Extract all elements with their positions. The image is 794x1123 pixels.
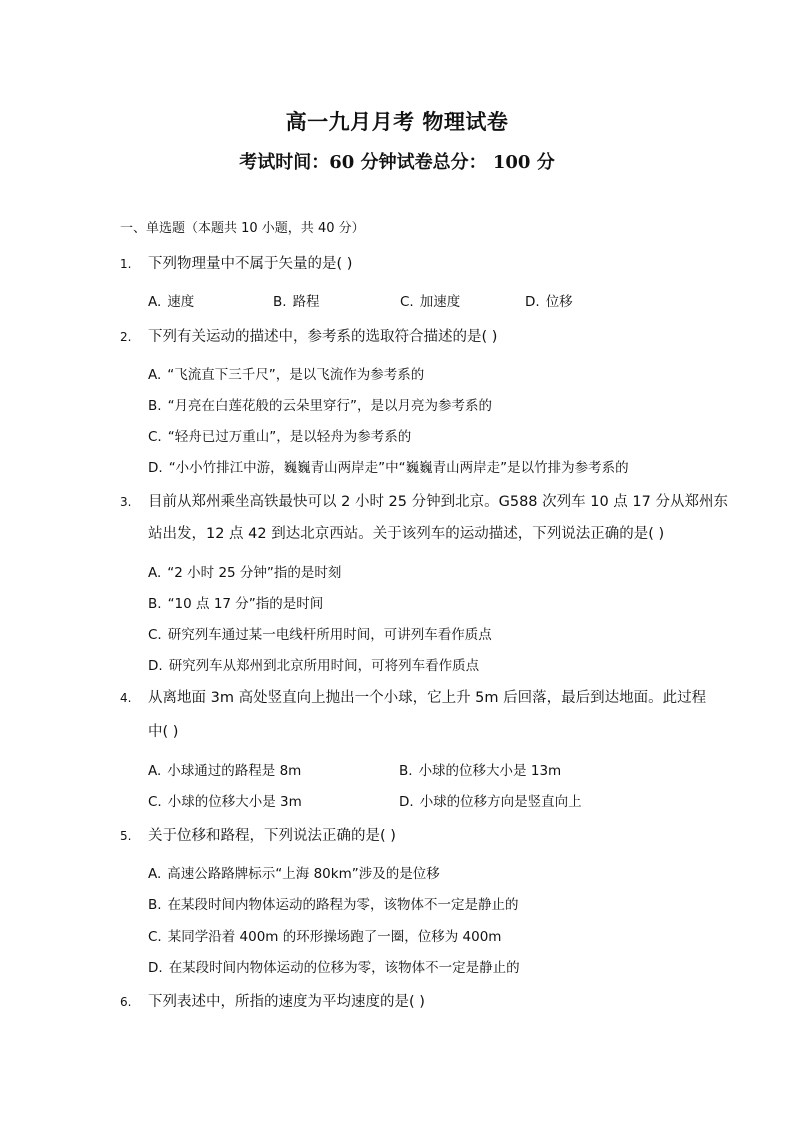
question-number: 3. xyxy=(120,495,132,509)
exam-info: 考试时间：60 分钟试卷总分： 100 分 xyxy=(239,152,555,173)
question-text: 站出发，12 点 42 到达北京西站。关于该列车的运动描述，下列说法正确的是 xyxy=(148,526,649,542)
option-c: C. “轻舟已过万重山”，是以轻舟为参考系的 xyxy=(148,429,412,445)
option-a: A. “飞流直下三千尺”，是以飞流作为参考系的 xyxy=(148,367,425,383)
option-d: D. 小球的位移方向是竖直向上 xyxy=(399,794,582,810)
question-5 xyxy=(120,824,396,845)
question-text: 下列物理量中不属于矢量的是 xyxy=(148,256,337,272)
question-number: 4. xyxy=(120,691,132,705)
answer-blank: ( ) xyxy=(409,994,425,1010)
option-c: C. 加速度 xyxy=(400,294,461,310)
question-6 xyxy=(120,990,425,1011)
answer-blank: ( ) xyxy=(162,724,179,740)
question-text: 下列表述中，所指的速度为平均速度的是 xyxy=(148,994,409,1010)
option-c: C. 研究列车通过某一电线杆所用时间，可讲列车看作质点 xyxy=(148,627,492,643)
option-d: D. 位移 xyxy=(525,294,573,310)
question-text: 关于位移和路程，下列说法正确的是 xyxy=(148,828,380,844)
question-text: 下列有关运动的描述中，参考系的选取符合描述的是 xyxy=(148,329,482,345)
question-number: 6. xyxy=(120,995,132,1009)
question-number: 1. xyxy=(120,257,132,271)
question-text: 从离地面 3m 高处竖直向上抛出一个小球，它上升 5m 后回落，最后到达地面。此过程 xyxy=(148,690,707,706)
option-d: D. “小小竹排江中游，巍巍青山两岸走”中“巍巍青山两岸走”是以竹排为参考系的 xyxy=(148,460,629,476)
question-number: 2. xyxy=(120,330,132,344)
option-a: A. 小球通过的路程是 8m xyxy=(148,763,302,779)
question-text: 目前从郑州乘坐高铁最快可以 2 小时 25 分钟到北京。G588 次列车 10 点 17 分从郑州东 xyxy=(148,494,728,510)
answer-blank: ( ) xyxy=(481,329,498,345)
option-c: C. 某同学沿着 400m 的环形操场跑了一圈，位移为 400m xyxy=(148,929,502,945)
question-3-continued xyxy=(148,522,664,543)
option-a: A. 速度 xyxy=(148,294,195,310)
option-d: D. 研究列车从郑州到北京所用时间，可将列车看作质点 xyxy=(148,658,480,674)
option-d: D. 在某段时间内物体运动的位移为零，该物体不一定是静止的 xyxy=(148,960,520,976)
option-b: B. “10 点 17 分”指的是时间 xyxy=(148,596,324,612)
section-heading: 一、单选题（本题共 10 小题，共 40 分） xyxy=(120,221,365,236)
option-c: C. 小球的位移大小是 3m xyxy=(148,794,302,810)
option-b: B. 在某段时间内物体运动的路程为零，该物体不一定是静止的 xyxy=(148,897,519,913)
question-3 xyxy=(120,490,728,511)
page-title: 高一九月月考 物理试卷 xyxy=(285,109,509,134)
option-a: A. “2 小时 25 分钟”指的是时刻 xyxy=(148,565,342,581)
option-b: B. 路程 xyxy=(273,294,320,310)
answer-blank: ( ) xyxy=(380,828,396,844)
answer-blank: ( ) xyxy=(648,526,665,542)
question-text: 中 xyxy=(148,724,163,740)
question-number: 5. xyxy=(120,829,132,843)
option-a: A. 高速公路路牌标示“上海 80km”涉及的是位移 xyxy=(148,866,440,882)
question-4 xyxy=(120,686,706,707)
question-1 xyxy=(120,252,352,273)
option-b: B. 小球的位移大小是 13m xyxy=(399,763,562,779)
question-2 xyxy=(120,325,497,346)
answer-blank: ( ) xyxy=(336,256,353,272)
option-b: B. “月亮在白莲花般的云朵里穿行”，是以月亮为参考系的 xyxy=(148,398,493,414)
question-4-continued xyxy=(148,720,178,741)
